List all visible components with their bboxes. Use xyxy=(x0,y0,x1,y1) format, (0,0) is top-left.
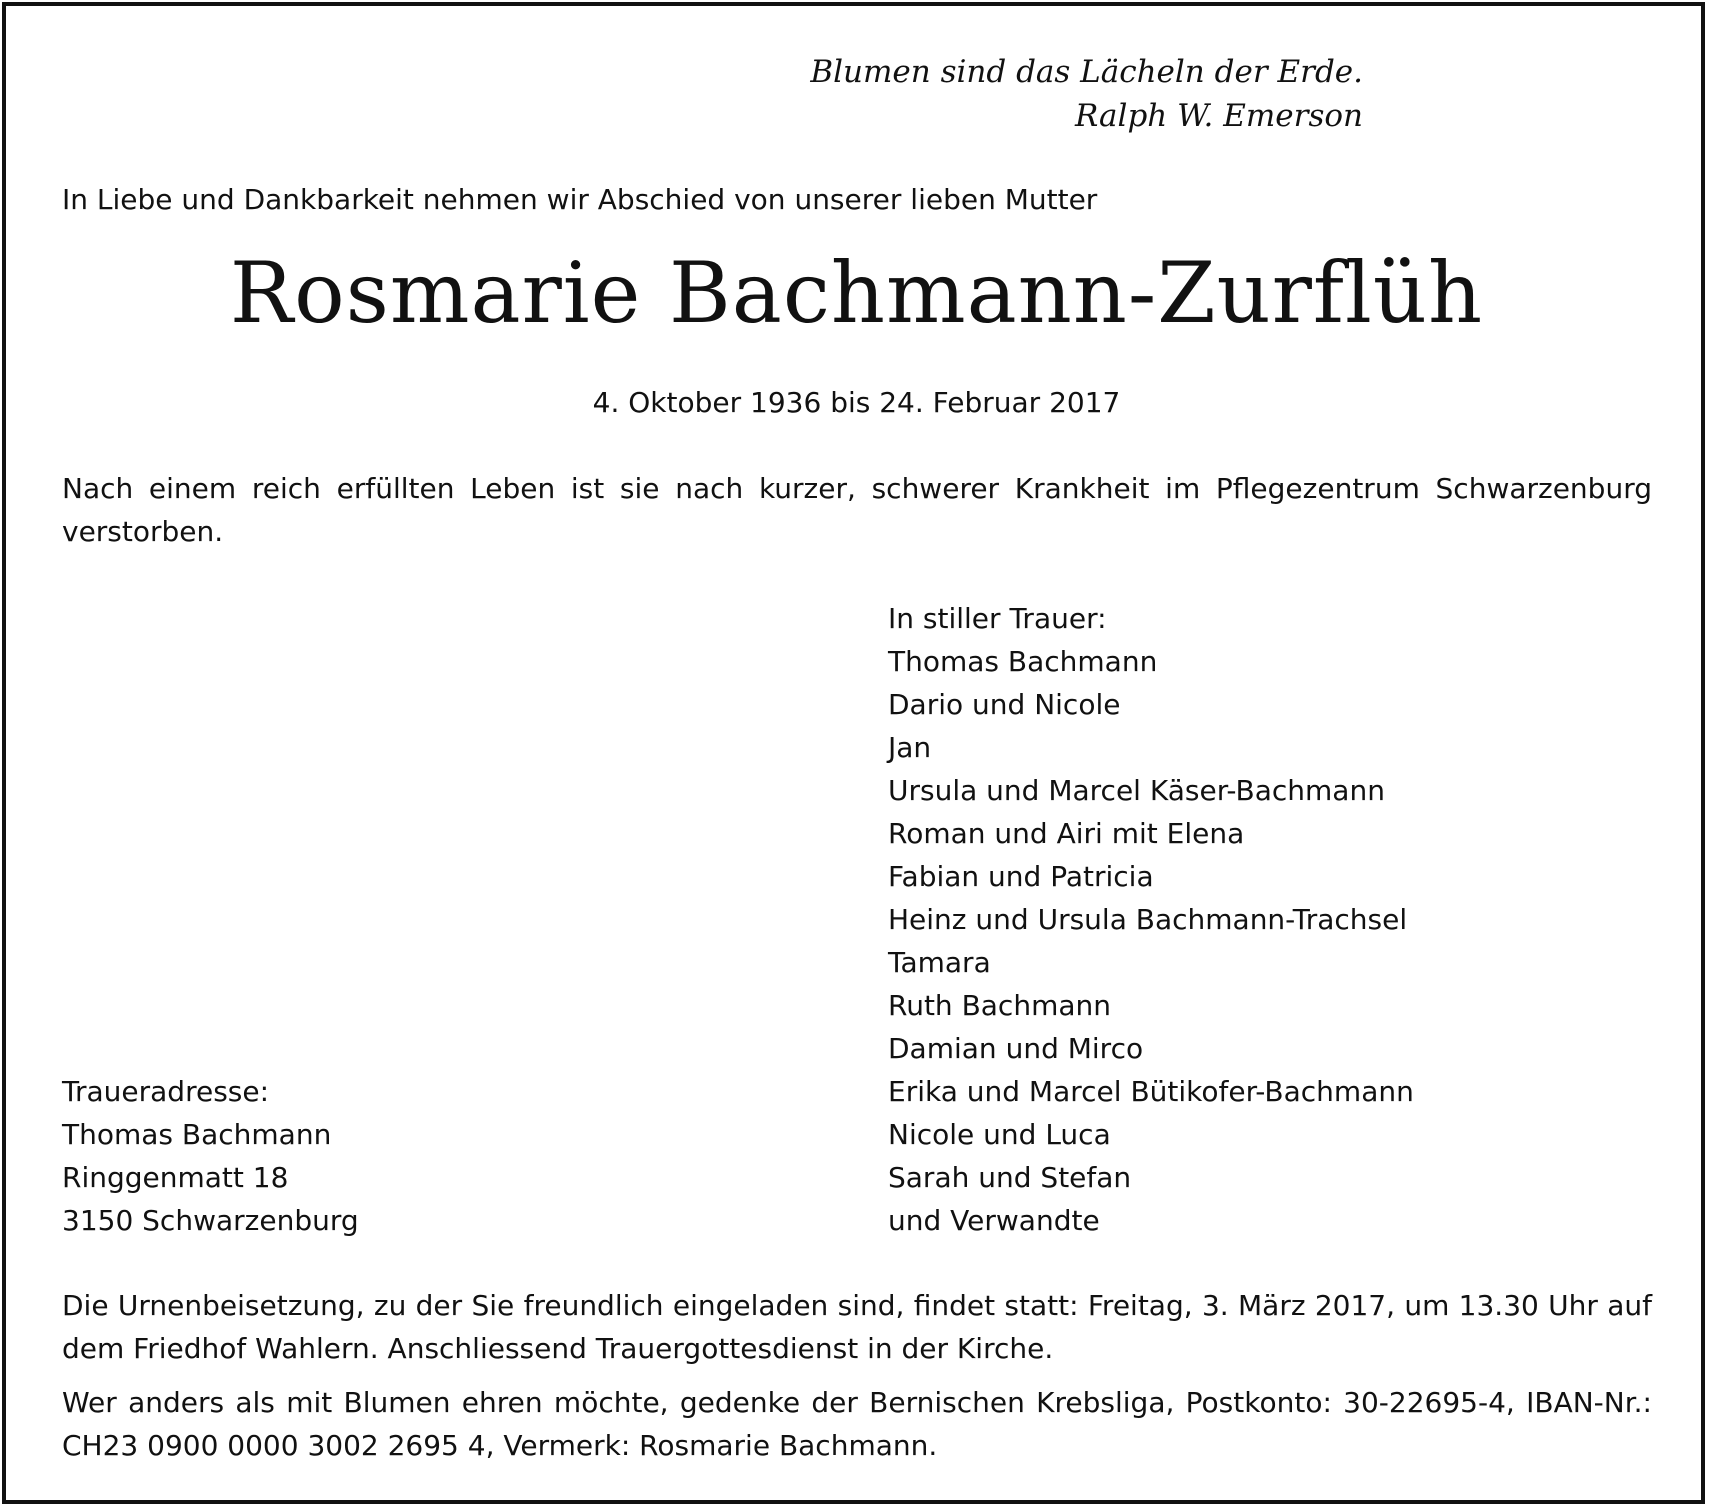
quote-author: Ralph W. Emerson xyxy=(1075,98,1363,134)
mourner-name: Nicole und Luca xyxy=(888,1118,1111,1151)
mourning-address xyxy=(62,1070,359,1242)
intro-text: In Liebe und Dankbarkeit nehmen wir Abschied von unserer lieben Mutter xyxy=(62,183,1098,216)
address-heading: Traueradresse: xyxy=(62,1075,270,1108)
address-line: 3150 Schwarzenburg xyxy=(62,1204,359,1237)
mourner-name: Dario und Nicole xyxy=(888,688,1121,721)
mourner-name: Tamara xyxy=(888,946,991,979)
quote-text: Blumen sind das Lächeln der Erde. xyxy=(810,54,1363,90)
epigraph xyxy=(810,50,1363,138)
ceremony-text: Die Urnenbeisetzung, zu der Sie freundlich eingeladen sind, findet statt: Freitag, 3. März 2017, um 13.30 Uhr auf dem Friedhof Wahlern. Anschliessend Trauergottesdienst in der Kirche. xyxy=(62,1289,1652,1365)
mourner-name: Ursula und Marcel Käser-Bachmann xyxy=(888,774,1385,807)
mourner-name: Roman und Airi mit Elena xyxy=(888,817,1245,850)
passing-text: Nach einem reich erfüllten Leben ist sie nach kurzer, schwerer Krankheit im Pflegezentrum Schwarzenburg verstorben. xyxy=(62,472,1652,548)
mourner-name: Sarah und Stefan xyxy=(888,1161,1132,1194)
notice-border xyxy=(2,2,1705,1504)
mourner-name: Fabian und Patricia xyxy=(888,860,1154,893)
donation-text: Wer anders als mit Blumen ehren möchte, gedenke der Bernischen Krebsliga, Postkonto: 30-22695-4, IBAN-Nr.: CH23 0900 0000 3002 2695 4, Vermerk: Rosmarie Bachmann. xyxy=(62,1386,1652,1462)
mourner-name: Heinz und Ursula Bachmann-Trachsel xyxy=(888,903,1408,936)
mourner-name: Ruth Bachmann xyxy=(888,989,1112,1022)
mourners-list xyxy=(888,597,1414,1242)
deceased-name: Rosmarie Bachmann-Zurflüh xyxy=(229,244,1484,342)
life-dates: 4. Oktober 1936 bis 24. Februar 2017 xyxy=(592,386,1121,419)
address-line: Thomas Bachmann xyxy=(62,1118,332,1151)
mourner-name: Damian und Mirco xyxy=(888,1032,1144,1065)
mourner-name: Jan xyxy=(888,731,932,764)
mourner-name: Erika und Marcel Bütikofer-Bachmann xyxy=(888,1075,1414,1108)
mourner-name: Thomas Bachmann xyxy=(888,645,1158,678)
mourner-name: und Verwandte xyxy=(888,1204,1100,1237)
mourners-heading: In stiller Trauer: xyxy=(888,602,1107,635)
address-line: Ringgenmatt 18 xyxy=(62,1161,289,1194)
